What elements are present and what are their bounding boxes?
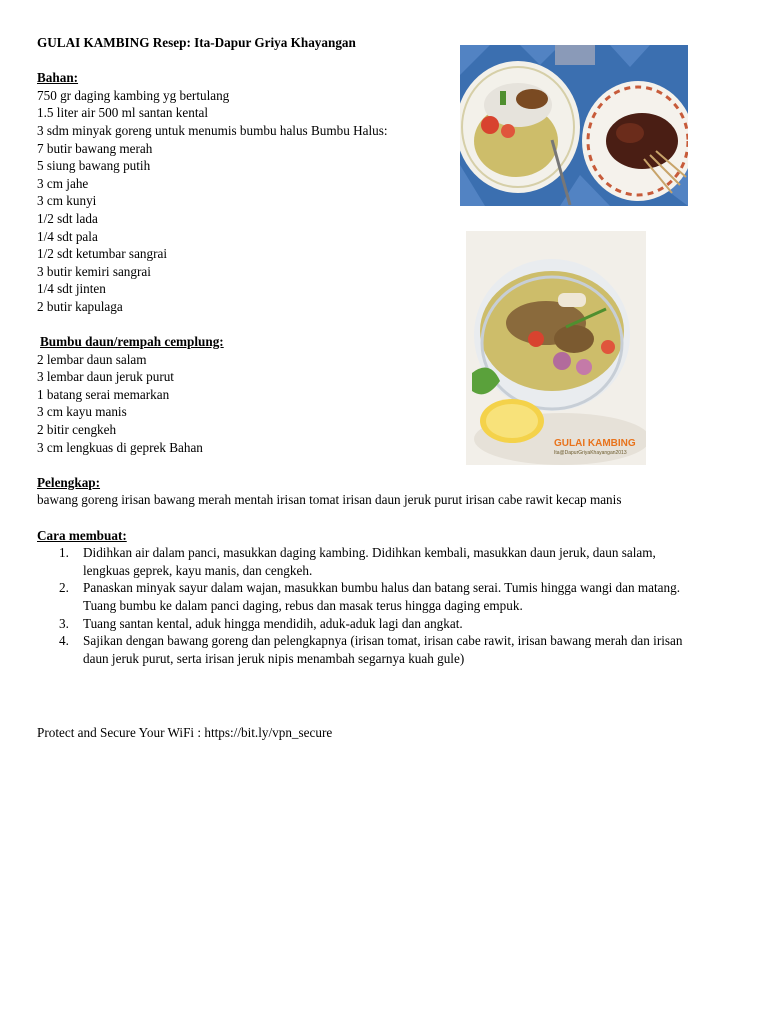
bahan-item: 3 sdm minyak goreng untuk menumis bumbu halus Bumbu Halus: — [37, 122, 388, 138]
spacer — [37, 509, 737, 527]
bahan-heading: Bahan: — [37, 70, 79, 86]
step-item — [37, 615, 737, 633]
bumbu-item: 2 lembar daun salam — [37, 351, 147, 367]
step-line: Tuang bumbu ke dalam panci daging, rebus dan masak terus hingga daging empuk. — [83, 598, 523, 613]
bahan-item: 7 butir bawang merah — [37, 140, 153, 156]
bumbu-item: 1 batang serai memarkan — [37, 386, 170, 402]
step-number: 4. — [59, 633, 69, 649]
cara-steps — [37, 544, 737, 667]
step-item — [37, 544, 737, 579]
food-photo-gulai-bowl — [466, 231, 646, 465]
step-line: Didihkan air dalam panci, masukkan daging kambing. Didihkan kembali, masukkan daun jeruk, daun salam, — [83, 545, 656, 561]
footer-link-text: Protect and Secure Your WiFi : https://bit.ly/vpn_secure — [37, 725, 333, 740]
bumbu-item: 3 lembar daun jeruk purut — [37, 369, 174, 385]
bumbu-item: 2 bitir cengkeh — [37, 422, 117, 438]
step-line: Panaskan minyak sayur dalam wajan, masukkan bumbu halus dan batang serai. Tumis hingga wangi dan matang. — [83, 580, 680, 596]
recipe-title: GULAI KAMBING Resep: Ita-Dapur Griya Khayangan — [37, 35, 356, 50]
bumbu-heading: Bumbu daun/rempah cemplung: — [40, 334, 224, 350]
bahan-item: 1/2 sdt lada — [37, 210, 98, 226]
pelengkap-text: bawang goreng irisan bawang merah mentah irisan tomat irisan daun jeruk purut irisan cabe rawit kecap manis — [37, 492, 622, 508]
food-photo-plates — [460, 45, 688, 206]
food-photo-icon — [466, 231, 646, 465]
photo-caption-sub: Ita@DapurGriyaKhayangan2013 — [554, 450, 627, 456]
pelengkap-heading: Pelengkap: — [37, 474, 101, 490]
step-number: 1. — [59, 545, 69, 561]
step-line: Sajikan dengan bawang goreng dan pelengkapnya (irisan tomat, irisan cabe rawit, irisan bawang merah dan irisan — [83, 633, 683, 649]
bahan-item: 3 cm jahe — [37, 175, 89, 191]
bahan-item: 1.5 liter air 500 ml santan kental — [37, 105, 209, 121]
bumbu-item: 3 cm lengkuas di geprek Bahan — [37, 439, 203, 455]
bahan-item: 3 cm kunyi — [37, 193, 97, 209]
step-line: lengkuas geprek, kayu manis, dan cengkeh. — [83, 562, 313, 578]
step-line: daun jeruk purut, serta irisan jeruk nipis menambah segarnya kuah gule) — [83, 650, 465, 666]
step-number: 3. — [59, 615, 69, 631]
bahan-item: 3 butir kemiri sangrai — [37, 263, 151, 279]
food-photo-icon — [460, 45, 688, 206]
bahan-item: 1/4 sdt jinten — [37, 281, 106, 297]
bumbu-item: 3 cm kayu manis — [37, 404, 127, 420]
bahan-item: 1/2 sdt ketumbar sangrai — [37, 246, 168, 262]
step-item — [37, 579, 737, 614]
step-number: 2. — [59, 580, 69, 596]
bahan-item: 2 butir kapulaga — [37, 298, 123, 314]
step-line: Tuang santan kental, aduk hingga mendidih, aduk-aduk lagi dan angkat. — [83, 615, 463, 631]
cara-heading: Cara membuat: — [37, 527, 127, 543]
bahan-item: 5 siung bawang putih — [37, 158, 151, 174]
bahan-item: 750 gr daging kambing yg bertulang — [37, 87, 230, 103]
bahan-item: 1/4 sdt pala — [37, 228, 98, 244]
photo-caption-title: GULAI KAMBING — [554, 438, 636, 449]
step-item — [37, 632, 737, 667]
